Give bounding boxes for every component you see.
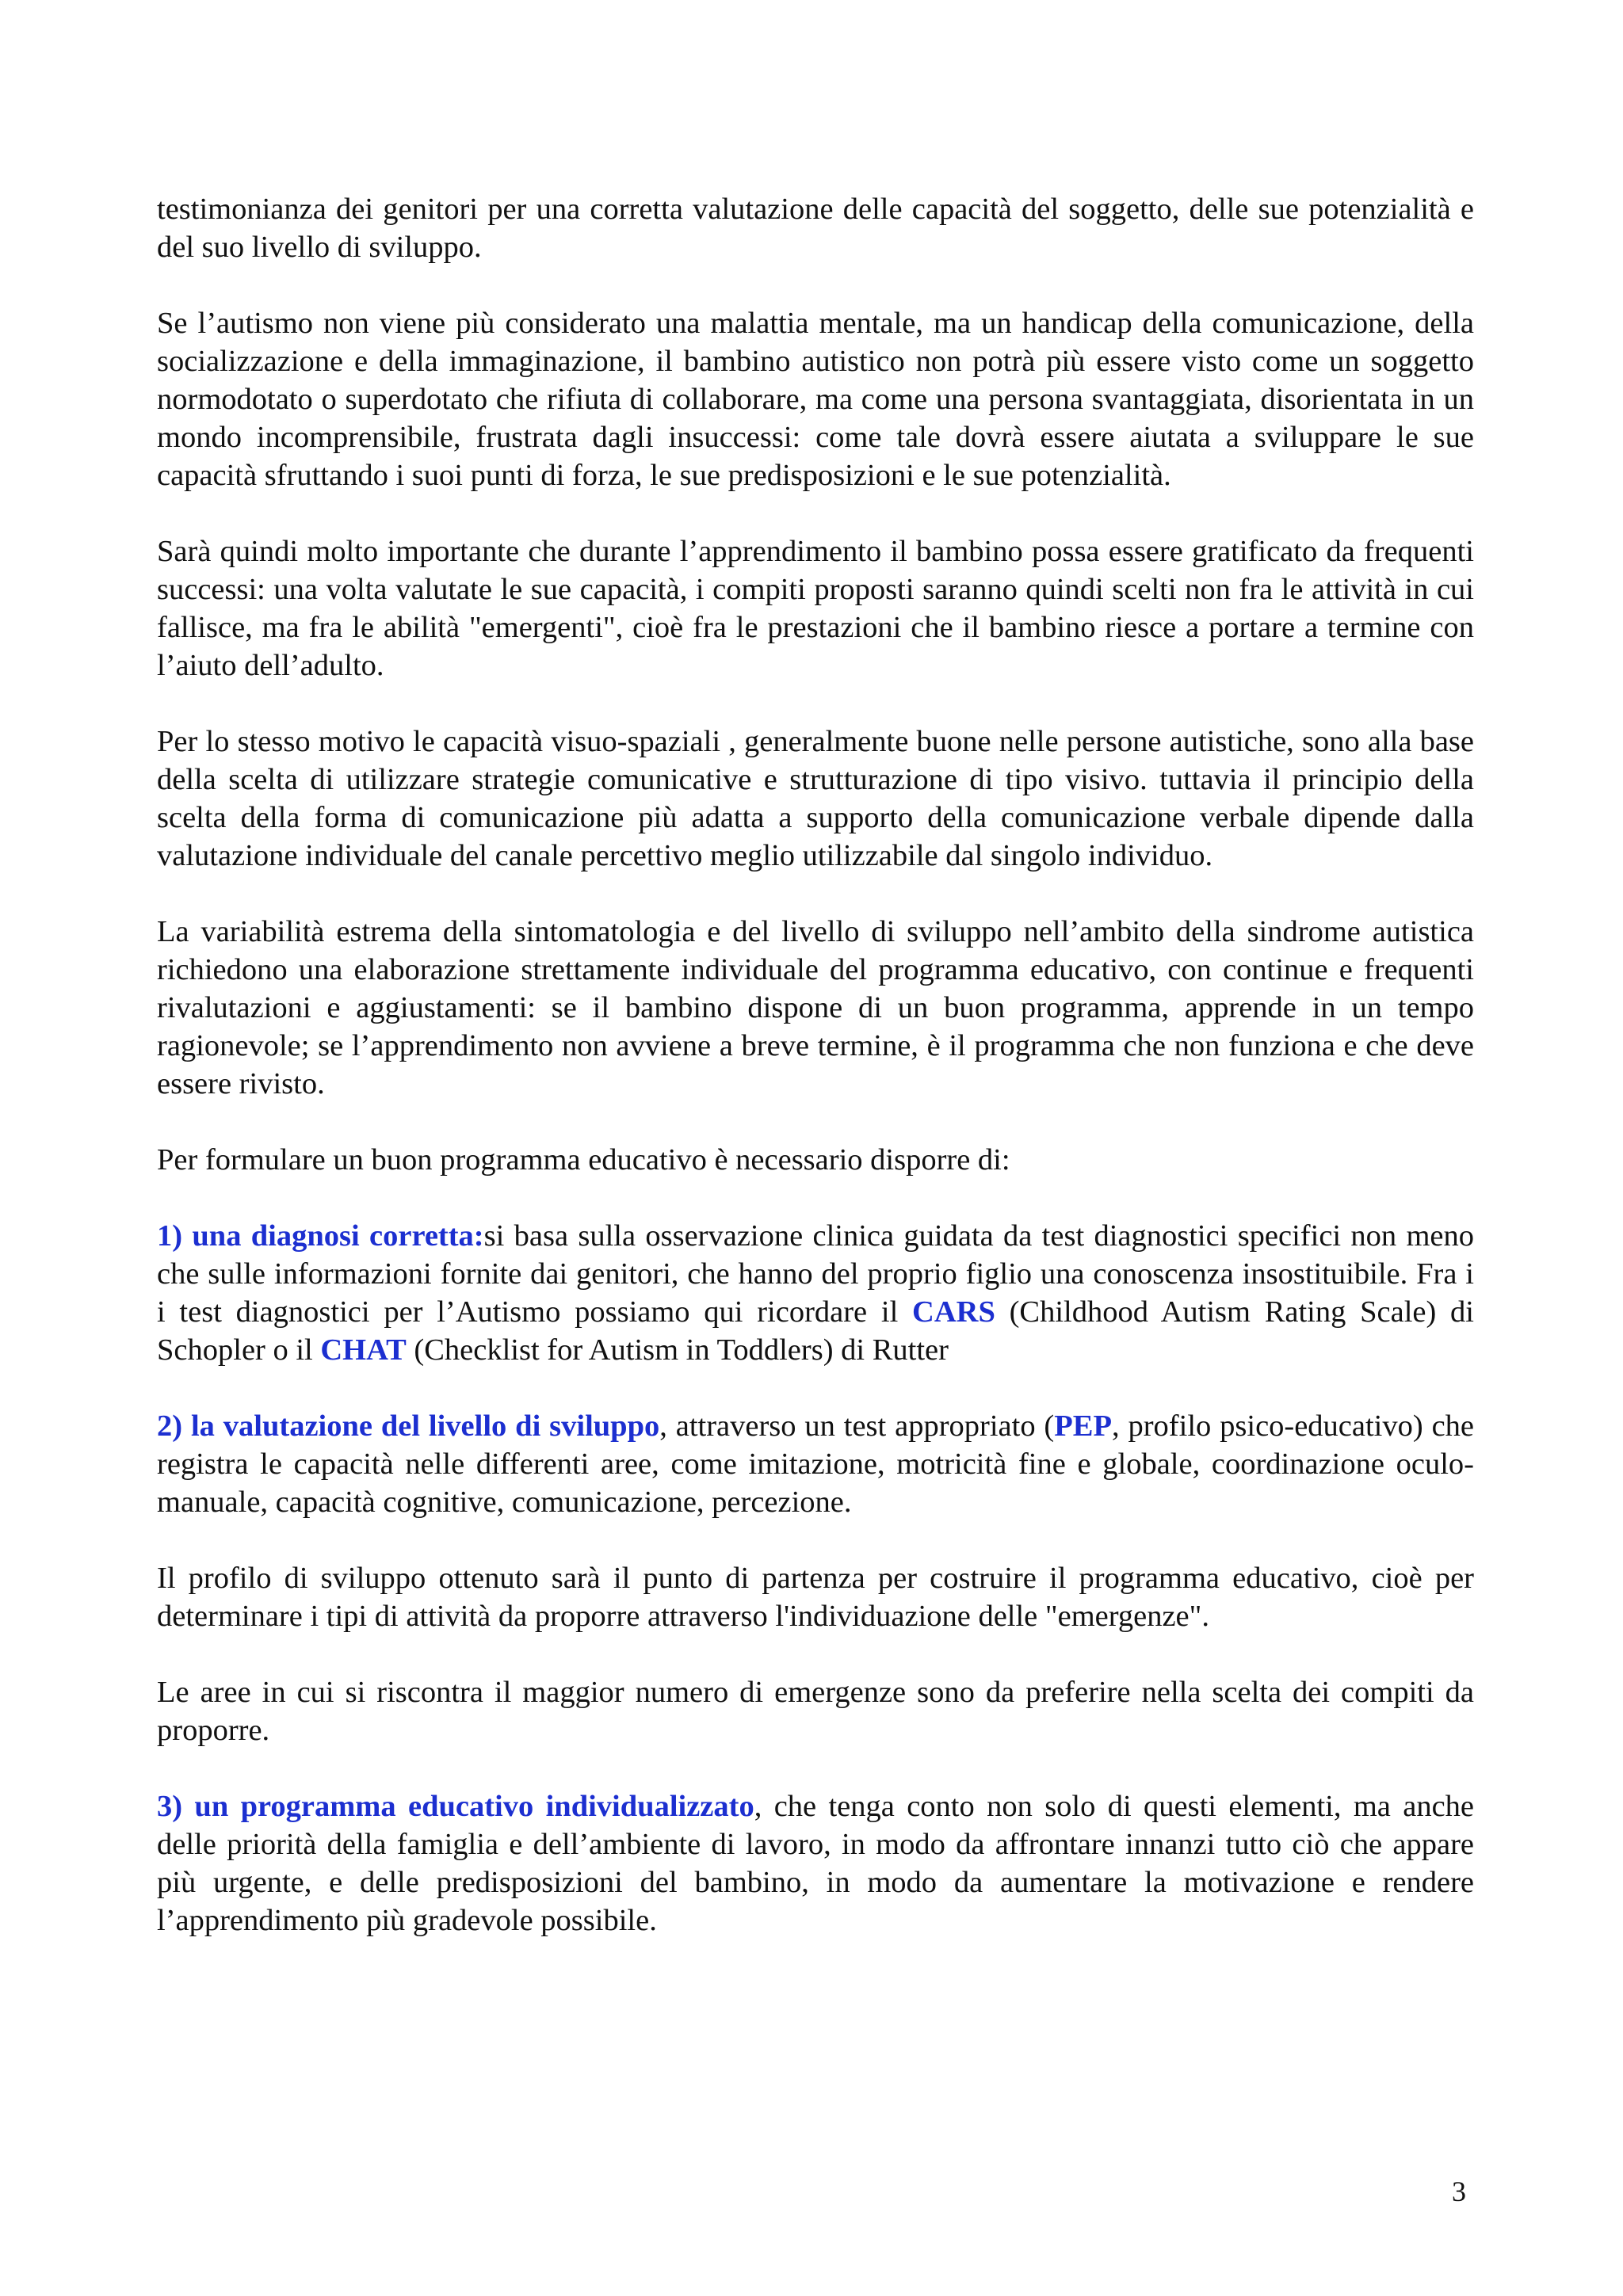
text-run: La variabilità estrema della sintomatologia e del livello di sviluppo nell’ambito della sindrome autistica richiedono una elaborazione strettamente individuale del programma educativo, con continue e frequenti rivalutazioni e aggiustamenti: se il bambino dispone di un buon programma, apprende in un tempo ragionevole; se l’apprendimento non avviene a breve termine, è il programma che non funziona e che deve essere rivisto. [157,915,1474,1100]
heading-diagnosi: 1) una diagnosi corretta: [157,1219,484,1253]
text-run: (Checklist for Autism in Toddlers) di Rutter [406,1333,949,1367]
document-page [157,190,1474,1978]
page-number: 3 [1452,2176,1466,2207]
paragraph-5 [157,913,1474,1103]
text-run: (Childhood Autism Rating Scale) di Schopler o il [157,1295,1474,1367]
term-pep: PEP [1054,1409,1112,1443]
text-run: Per formulare un buon programma educativo è necessario disporre di: [157,1143,1010,1177]
paragraph-4 [157,723,1474,875]
text-run: , profilo psico-educativo) che registra le capacità nelle differenti aree, come imitazione, motricità fine e globale, coordinazione oculo-manuale, capacità cognitive, comunicazione, percezione. [157,1409,1474,1519]
text-run: Il profilo di sviluppo ottenuto sarà il punto di partenza per costruire il programma educativo, cioè per determinare i tipi di attività da proporre attraverso l'individuazione delle "emergenze". [157,1562,1474,1633]
paragraph-1 [157,190,1474,266]
paragraph-3 [157,532,1474,685]
heading-valutazione: 2) la valutazione del livello di sviluppo [157,1409,660,1443]
term-chat: CHAT [320,1333,407,1367]
text-run: , attraverso un test appropriato ( [659,1409,1055,1443]
text-run: Le aree in cui si riscontra il maggior numero di emergenze sono da preferire nella scelta dei compiti da proporre. [157,1676,1474,1747]
term-cars: CARS [912,1295,995,1329]
text-run: Per lo stesso motivo le capacità visuo-spaziali , generalmente buone nelle persone autistiche, sono alla base della scelta di utilizzare strategie comunicative e strutturazione di tipo visivo. tuttavia il principio della scelta della forma di comunicazione più adatta a supporto della comunicazione verbale dipende dalla valutazione individuale del canale percettivo meglio utilizzabile dal singolo individuo. [157,725,1474,872]
paragraph-10 [157,1673,1474,1749]
paragraph-6 [157,1141,1474,1179]
paragraph-programma [157,1787,1474,1939]
paragraph-valutazione [157,1407,1474,1521]
text-run: testimonianza dei genitori per una corretta valutazione delle capacità del soggetto, delle sue potenzialità e del suo livello di sviluppo. [157,193,1474,264]
paragraph-2 [157,304,1474,494]
text-run: si basa sulla osservazione clinica guidata da test diagnostici specifici non meno che sulle informazioni fornite dai genitori, che hanno del proprio figlio una conoscenza insostituibile. Fra i i test diagnostici per l’Autismo possiamo qui ricordare il [157,1219,1475,1329]
paragraph-diagnosi [157,1217,1474,1369]
text-run: Se l’autismo non viene più considerato una malattia mentale, ma un handicap della comunicazione, della socializzazione e della immaginazione, il bambino autistico non potrà più essere visto come un soggetto normodotato o superdotato che rifiuta di collaborare, ma come una persona svantaggiata, disorientata in un mondo incomprensibile, frustrata dagli insuccessi: come tale dovrà essere aiutata a sviluppare le sue capacità sfruttando i suoi punti di forza, le sue predisposizioni e le sue potenzialità. [157,307,1474,492]
heading-programma: 3) un programma educativo individualizzato [157,1790,754,1823]
text-run: , che tenga conto non solo di questi elementi, ma anche delle priorità della famiglia e dell’ambiente di lavoro, in modo da affrontare innanzi tutto ciò che appare più urgente, e delle predisposizioni del bambino, in modo da aumentare la motivazione e rendere l’apprendimento più gradevole possibile. [157,1790,1475,1937]
paragraph-9 [157,1559,1474,1635]
text-run: Sarà quindi molto importante che durante l’apprendimento il bambino possa essere gratificato da frequenti successi: una volta valutate le sue capacità, i compiti proposti saranno quindi scelti non fra le attività in cui fallisce, ma fra le abilità "emergenti", cioè fra le prestazioni che il bambino riesce a portare a termine con l’aiuto dell’adulto. [157,535,1474,682]
